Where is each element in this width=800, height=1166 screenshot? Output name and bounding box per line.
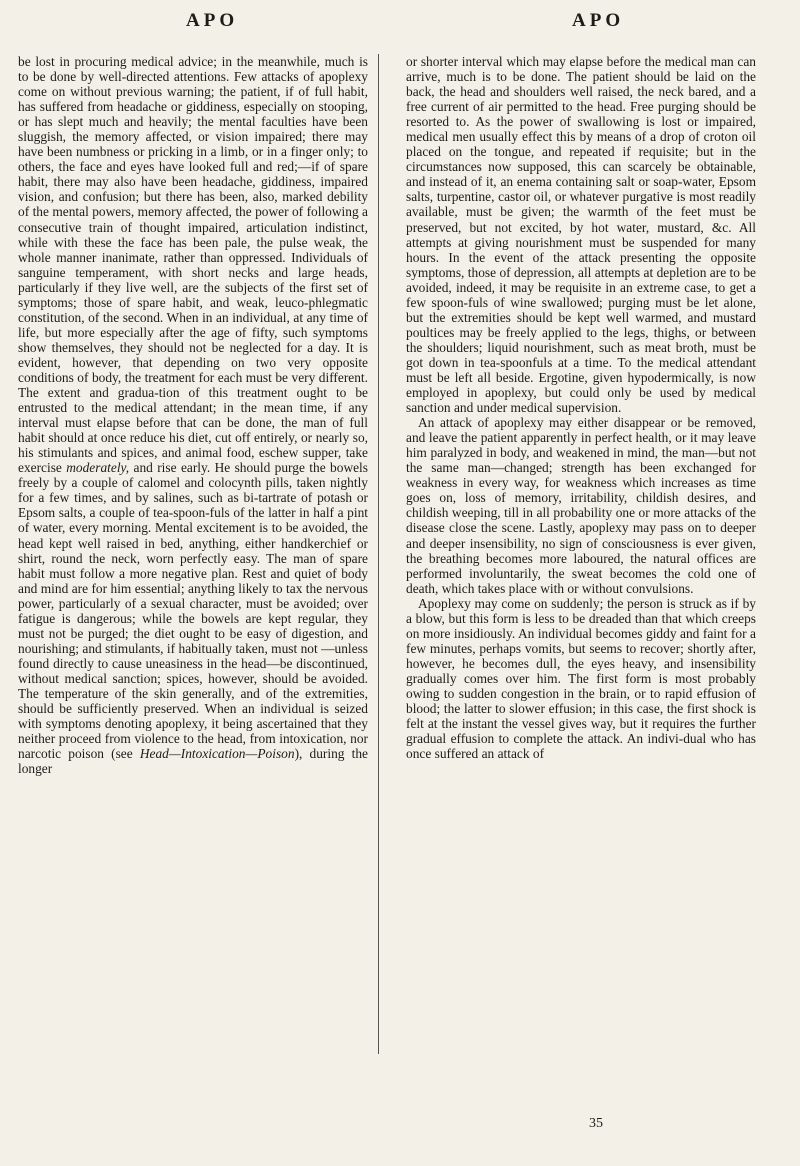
left-text-1: be lost in procuring medical advice; in the meanwhile, much is to be done by well-directed attentions. Few attacks of apoplexy come on without previous warning; the patient, if of full habit, has suffered from headache or giddiness, especially on stooping, or has slept much and heavily; the mental faculties have been sluggish, the memory affected, or vision impaired; there may have been numbness or pricking in a limb, or in a finger only; to others, the face and eyes have looked full and red;—if of spare habit, there may also have been headache, giddiness, impaired vision, and confusion; but there has been, also, marked debility of the mental powers, memory affected, the power of following a consecutive train of thought impaired, articulation indistinct, while with these the face has been pale, the pulse weak, the whole manner inanimate, rather than oppressed. Individuals of sanguine temperament, with short necks and large heads, particularly if they live well, are the subjects of the first set of symptoms; those of spare habit, and weak, leuco-phlegmatic constitution, of the second. When in an individual, at any time of life, but more especially after the age of fifty, such symptoms show themselves, they should not be neglected for a day. It is evident, however, that depending on two very opposite conditions of body, the treatment for each must be very different. The extent and gradua-tion of this treatment ought to be entrusted to the medical attendant; in the mean time, if any interval must elapse before that can be done, the man of full habit should at once reduce his diet, cut off entirely, or nearly so, his stimulants and spices, and animal food, eschew supper, take exercise	[18, 54, 368, 476]
text-columns	[18, 54, 778, 1139]
right-column	[406, 54, 756, 1139]
page-number: 35	[589, 1116, 603, 1131]
left-emphasis: moderately,	[66, 460, 130, 476]
cross-reference: Head—Intoxication—Poison	[139, 746, 295, 762]
right-paragraph-3: Apoplexy may come on suddenly; the person is struck as if by a blow, but this form is less to be dreaded than that which creeps on more insidiously. An individual becomes giddy and faint for a few minutes, perhaps vomits, but seems to recover; shortly after, however, he becomes dull, the eyes heavy, and insensibility gradually comes over him. The first form is most probably owing to sudden congestion in the brain, or to rapid effusion of blood; the latter to slower effusion; in this case, the first shock is felt at the instant the vessel gives way, but it requires the further gradual effusion to complete the attack. An indivi-dual who has once suffered an attack of	[406, 595, 756, 762]
left-column	[18, 54, 368, 1139]
running-header	[0, 10, 800, 40]
left-text-3: ), during the longer	[18, 746, 368, 777]
left-text-2: and rise early. He should purge the bowels freely by a couple of calomel and colocynth pills, taken nightly for a few times, and by salines, such as bi-tartrate of potash or Epsom salts, a couple of tea-spoon-fuls of the latter in half a pint of water, every morning. Mental excitement is to be avoided, the head kept well raised in bed, anything, either handkerchief or shirt, round the neck, worn perfectly easy. The man of spare habit must follow a more negative plan. Rest and quiet of body and mind are for him essential; anything likely to tax the nervous power, particularly of a sexual character, must be avoided; over fatigue is dangerous; while the bowels are kept regular, they must not be purged; the diet ought to be easy of digestion, and nourishing; and stimulants, if habitually taken, must not —unless found directly to cause uneasiness in the head—be discontinued, without medical sanction; spices, however, should be avoided. The temperature of the skin generally, and of the extremities, should be sufficiently preserved. When an individual is seized with symptoms denoting apoplexy, it being ascertained that they neither proceed from violence to the head, from intoxication, nor narcotic poison (see	[18, 460, 368, 762]
right-paragraph-2: An attack of apoplexy may either disappear or be removed, and leave the patient apparently in perfect health, or it may leave him paralyzed in body, and weakened in mind, the man—but not the same man—changed; strength has been exchanged for weakness in every way, for weakness which increases as time goes on, loss of memory, irritability, childish desires, and childish weeping, till in all probability one or more attacks of the disease close the scene. Lastly, apoplexy may pass on to deeper and deeper insensibility, no sign of consciousness is ever given, the breathing becomes more laboured, the natural offices are performed involuntarily, the sweat becomes the cold one of death, which takes place with or without convulsions.	[406, 415, 756, 596]
column-rule	[378, 54, 379, 1054]
right-paragraph-1: or shorter interval which may elapse before the medical man can arrive, much is to be done. The patient should be laid on the back, the head and shoulders well raised, the neck bared, and a free current of air permitted to the head. Free purging should be resorted to. As the power of swallowing is lost or impaired, medical men usually effect this by means of a drop of croton oil placed on the tongue, and repeated if requisite; but in the circumstances now supposed, this can scarcely be obtainable, and instead of it, an enema containing salt or soap-water, Epsom salts, turpentine, castor oil, or whatever purgative is most readily available, must be given; the warmth of the feet must be preserved, but not excited, by hot water, mustard, &c. All attempts at giving nourishment must be suspended for many hours. In the event of the attack presenting the opposite symptoms, those of depression, all attempts at depletion are to be avoided, indeed, it may be requisite in an extreme case, to get a few spoon-fuls of wine swallowed; purging must be let alone, but the extremities should be kept well warmed, and mustard poultices may be freely applied to the legs, thighs, or between the shoulders; liquid nourishment, such as meat broth, must be got down in tea-spoonfuls at a time. To the medical attendant must be left all beside. Ergotine, given hypodermically, is now employed in apoplexy, but could only be used by medical sanction and under medical supervision.	[406, 54, 756, 416]
header-right: APO	[572, 10, 625, 31]
left-paragraph	[18, 54, 368, 776]
header-left: APO	[186, 10, 239, 31]
